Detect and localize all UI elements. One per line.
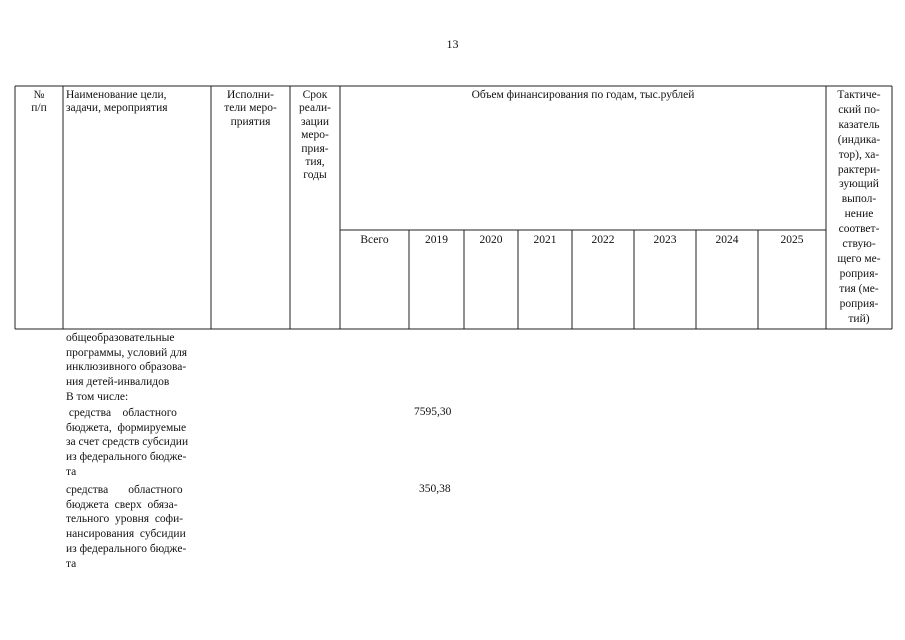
header-year-2020: 2020 [479, 234, 503, 246]
header-executors: Исполни- тели меро- приятия [224, 89, 277, 128]
header-total: Всего [360, 234, 389, 246]
text-line: из федерального бюдже- [66, 542, 187, 555]
item1-value-2019: 7595,30 [414, 406, 452, 418]
funding-item-2 [66, 483, 208, 571]
text-line: инклюзивного образова- [66, 361, 187, 374]
header-num: № п/п [31, 89, 47, 115]
text-line: ния детей-инвалидов [66, 376, 170, 389]
header-term: Срок реали- зации меро- прия- тия, годы [299, 89, 331, 182]
text-line: средства областного [66, 407, 177, 419]
page-number: 13 [446, 37, 459, 51]
text-line: В том числе: [66, 390, 129, 403]
text-line: бюджета сверх обяза- [66, 498, 178, 511]
header-year-2023: 2023 [653, 234, 677, 246]
text-line: тельного уровня софи- [66, 513, 184, 526]
text-line: средства областного [66, 484, 183, 496]
header-year-2024: 2024 [715, 234, 739, 246]
text-line: бюджета, формируемые [66, 421, 187, 434]
text-line: нансирования субсидии [66, 528, 186, 541]
funding-item-1 [66, 406, 208, 480]
header-year-2022: 2022 [591, 234, 615, 246]
header-year-2021: 2021 [533, 234, 557, 246]
measure-description [66, 331, 208, 405]
text-line: та [66, 557, 77, 570]
text-line: из федерального бюдже- [66, 451, 187, 464]
header-funding-title: Объем финансирования по годам, тыс.рублей [471, 89, 695, 101]
text-line: за счет средств субсидии [66, 436, 189, 449]
header-indicator: Тактиче- ский по- казатель (индика- тор), ха- рактери- зующий выпол- нение соответ- ствую- щего ме- роприя- тия (ме- роприя- тий) [837, 89, 881, 325]
header-year-2025: 2025 [780, 234, 804, 246]
item2-value-2019: 350,38 [419, 483, 451, 495]
header-year-2019: 2019 [425, 234, 448, 246]
text-line: та [66, 465, 77, 478]
text-line: программы, условий для [66, 346, 188, 359]
text-line: общеобразовательные [66, 332, 175, 344]
header-name: Наименование цели, задачи, мероприятия [66, 89, 168, 115]
